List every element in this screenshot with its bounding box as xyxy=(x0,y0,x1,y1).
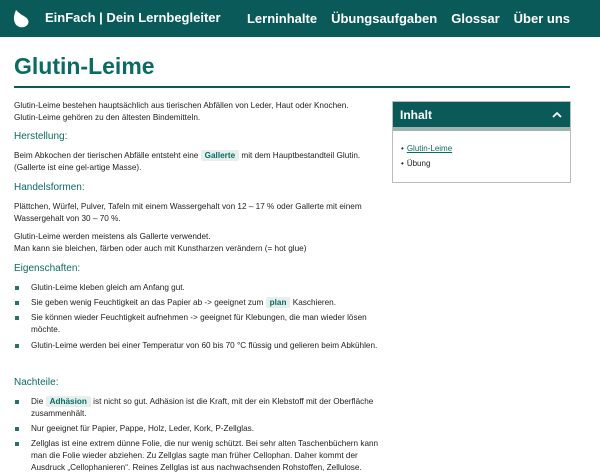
handelsformen-text-1: Plättchen, Würfel, Pulver, Tafeln mit einem Wassergehalt von 12 – 17 % oder Gallerte mit einem Wassergehalt von 30 – 70 %. xyxy=(14,202,362,223)
toc-title: Inhalt xyxy=(400,107,432,122)
list-item: Glutin-Leime werden bei einer Temperatur von 60 bis 70 °C flüssig und gelieren beim Abkühlen. xyxy=(14,340,384,352)
intro-line-2: Glutin-Leime gehören zu den ältesten Bindemitteln. xyxy=(14,113,201,122)
main-nav xyxy=(247,0,600,37)
toc-item-uebung xyxy=(401,156,562,171)
toc-header[interactable] xyxy=(393,102,570,131)
list-item-text-after: ist nicht so gut. Adhäsion ist die Kraft, mit der ein Klebstoff mit der Oberfläche zusammenhält. xyxy=(31,397,374,418)
nav-uebungsaufgaben[interactable]: Übungsaufgaben xyxy=(331,11,438,26)
drop-logo-icon[interactable] xyxy=(10,8,32,30)
handelsformen-text-2b: Man kann sie bleichen, färben oder auch mit Kunstharzen verändern (= hot glue) xyxy=(14,244,307,253)
nav-lerninhalte[interactable]: Lerninhalte xyxy=(246,11,318,26)
intro-line-1: Glutin-Leime bestehen hauptsächlich aus tierischen Abfällen von Leder, Haut oder Knochen. xyxy=(14,101,349,110)
list-item xyxy=(14,297,384,309)
list-item xyxy=(14,396,384,420)
title-divider xyxy=(14,86,570,88)
toc-item-glutin-leime xyxy=(401,141,562,156)
main-content xyxy=(14,100,384,474)
glossary-tag-gallerte[interactable]: Gallerte xyxy=(201,150,240,161)
toc-list xyxy=(393,131,570,181)
nachteile-list xyxy=(14,396,384,474)
list-item: Sie können wieder Feuchtigkeit aufnehmen -> geeignet für Klebungen, die man wieder lösen möchte. xyxy=(14,312,384,336)
handelsformen-text-2a: Glutin-Leime werden meistens als Gallerte verwendet. xyxy=(14,232,211,241)
eigenschaften-list xyxy=(14,282,384,352)
list-item: Glutin-Leime kleben gleich am Anfang gut. xyxy=(14,282,384,294)
herstellung-text-before: Beim Abkochen der tierischen Abfälle entsteht eine xyxy=(14,151,199,160)
glossary-tag-adhaesion[interactable]: Adhäsion xyxy=(46,396,91,407)
section-heading-eigenschaften: Eigenschaften: xyxy=(14,263,81,274)
chevron-up-icon[interactable] xyxy=(552,111,562,118)
nav-glossar[interactable]: Glossar xyxy=(451,11,500,26)
section-heading-herstellung: Herstellung: xyxy=(14,131,68,142)
herstellung-text-after: mit dem Hauptbestandteil Glutin. (Gallerte ist eine gel-artige Masse). xyxy=(14,151,361,172)
list-item: Zellglas ist eine extrem dünne Folie, die nur wenig schützt. Bei sehr alten Taschenbüchern kann man die Folie wieder abziehen. Zu Zellglas sagte man früher Cellophan. Daher kommt der Ausdruck „Cellophanieren“. Reines Zellglas ist aus nachwachsenden Rohstoffen, Zellulose. xyxy=(14,438,384,474)
herstellung-text xyxy=(14,150,384,174)
brand-title[interactable]: EinFach | Dein Lernbegleiter xyxy=(45,10,221,25)
list-item-text-after: Kaschieren. xyxy=(292,298,337,307)
list-item: Nur geeignet für Papier, Pappe, Holz, Leder, Kork, P-Zellglas. xyxy=(14,423,384,435)
list-item-text-before: Die xyxy=(31,397,44,406)
nav-ueber-uns[interactable]: Über uns xyxy=(513,11,570,26)
section-heading-handelsformen: Handelsformen: xyxy=(14,182,85,193)
toc-link-uebung[interactable]: Übung xyxy=(406,159,431,168)
toc-link-glutin-leime[interactable]: Glutin-Leime xyxy=(406,144,453,153)
table-of-contents xyxy=(392,101,571,183)
glossary-tag-plan[interactable]: plan xyxy=(266,297,291,308)
top-navigation-bar xyxy=(0,0,600,37)
section-heading-nachteile: Nachteile: xyxy=(14,377,59,388)
page-title: Glutin-Leime xyxy=(14,53,155,79)
list-item-text-before: Sie geben wenig Feuchtigkeit an das Papier ab -> geeignet zum xyxy=(31,298,264,307)
